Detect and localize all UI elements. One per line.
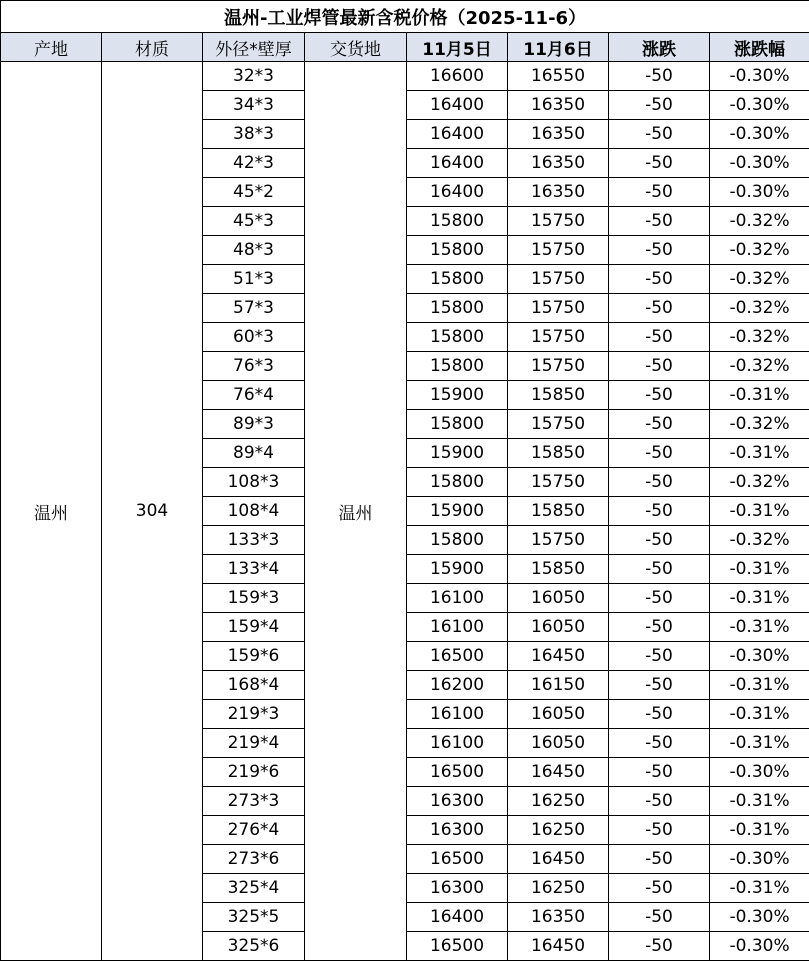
cell-price-date-2: 16050 bbox=[508, 729, 609, 758]
cell-spec: 108*4 bbox=[203, 497, 305, 526]
cell-price-date-1: 16400 bbox=[407, 178, 508, 207]
cell-price-date-1: 15900 bbox=[407, 381, 508, 410]
cell-spec: 133*4 bbox=[203, 555, 305, 584]
cell-change-pct: -0.30% bbox=[710, 932, 809, 961]
cell-spec: 273*3 bbox=[203, 787, 305, 816]
cell-change: -50 bbox=[609, 729, 710, 758]
cell-price-date-2: 16250 bbox=[508, 816, 609, 845]
cell-price-date-2: 16450 bbox=[508, 758, 609, 787]
cell-price-date-2: 16450 bbox=[508, 642, 609, 671]
cell-price-date-1: 16100 bbox=[407, 613, 508, 642]
cell-spec: 325*4 bbox=[203, 874, 305, 903]
cell-change-pct: -0.31% bbox=[710, 700, 809, 729]
header-spec: 外径*壁厚 bbox=[203, 33, 305, 62]
cell-spec: 159*3 bbox=[203, 584, 305, 613]
cell-price-date-1: 15800 bbox=[407, 265, 508, 294]
cell-price-date-1: 15800 bbox=[407, 352, 508, 381]
cell-price-date-2: 16350 bbox=[508, 120, 609, 149]
cell-price-date-2: 15850 bbox=[508, 555, 609, 584]
cell-spec: 60*3 bbox=[203, 323, 305, 352]
cell-spec: 108*3 bbox=[203, 468, 305, 497]
cell-change-pct: -0.32% bbox=[710, 526, 809, 555]
cell-price-date-1: 16400 bbox=[407, 149, 508, 178]
cell-spec: 76*3 bbox=[203, 352, 305, 381]
cell-change: -50 bbox=[609, 91, 710, 120]
cell-change: -50 bbox=[609, 439, 710, 468]
cell-price-date-1: 16300 bbox=[407, 816, 508, 845]
cell-price-date-1: 16200 bbox=[407, 671, 508, 700]
cell-price-date-2: 15750 bbox=[508, 526, 609, 555]
cell-change-pct: -0.30% bbox=[710, 758, 809, 787]
cell-price-date-2: 16050 bbox=[508, 700, 609, 729]
cell-change: -50 bbox=[609, 700, 710, 729]
cell-change: -50 bbox=[609, 62, 710, 91]
cell-change: -50 bbox=[609, 149, 710, 178]
cell-change-pct: -0.31% bbox=[710, 729, 809, 758]
cell-change-pct: -0.30% bbox=[710, 91, 809, 120]
cell-change: -50 bbox=[609, 352, 710, 381]
cell-change-pct: -0.32% bbox=[710, 207, 809, 236]
cell-change: -50 bbox=[609, 758, 710, 787]
cell-spec: 276*4 bbox=[203, 816, 305, 845]
cell-price-date-2: 15850 bbox=[508, 497, 609, 526]
cell-change-pct: -0.30% bbox=[710, 120, 809, 149]
cell-change: -50 bbox=[609, 207, 710, 236]
cell-change: -50 bbox=[609, 903, 710, 932]
cell-price-date-2: 16150 bbox=[508, 671, 609, 700]
cell-price-date-2: 16350 bbox=[508, 178, 609, 207]
cell-price-date-2: 16050 bbox=[508, 613, 609, 642]
cell-spec: 159*6 bbox=[203, 642, 305, 671]
cell-change: -50 bbox=[609, 178, 710, 207]
cell-price-date-2: 15750 bbox=[508, 323, 609, 352]
cell-spec: 34*3 bbox=[203, 91, 305, 120]
cell-change: -50 bbox=[609, 236, 710, 265]
cell-change: -50 bbox=[609, 381, 710, 410]
cell-change-pct: -0.31% bbox=[710, 816, 809, 845]
cell-price-date-2: 15850 bbox=[508, 381, 609, 410]
cell-price-date-2: 16050 bbox=[508, 584, 609, 613]
cell-spec: 273*6 bbox=[203, 845, 305, 874]
cell-change-pct: -0.31% bbox=[710, 555, 809, 584]
cell-change: -50 bbox=[609, 120, 710, 149]
header-delivery: 交货地 bbox=[305, 33, 407, 62]
cell-delivery: 温州 bbox=[305, 62, 407, 961]
cell-change-pct: -0.30% bbox=[710, 62, 809, 91]
cell-change-pct: -0.31% bbox=[710, 613, 809, 642]
cell-change: -50 bbox=[609, 671, 710, 700]
cell-change: -50 bbox=[609, 265, 710, 294]
cell-price-date-2: 15750 bbox=[508, 294, 609, 323]
cell-change-pct: -0.32% bbox=[710, 323, 809, 352]
cell-price-date-1: 16400 bbox=[407, 120, 508, 149]
cell-spec: 219*4 bbox=[203, 729, 305, 758]
cell-price-date-2: 15750 bbox=[508, 265, 609, 294]
cell-price-date-1: 16600 bbox=[407, 62, 508, 91]
cell-spec: 76*4 bbox=[203, 381, 305, 410]
cell-price-date-2: 16350 bbox=[508, 903, 609, 932]
cell-change: -50 bbox=[609, 526, 710, 555]
cell-spec: 48*3 bbox=[203, 236, 305, 265]
cell-change: -50 bbox=[609, 874, 710, 903]
cell-price-date-1: 15800 bbox=[407, 323, 508, 352]
cell-change: -50 bbox=[609, 410, 710, 439]
cell-spec: 219*3 bbox=[203, 700, 305, 729]
cell-price-date-1: 16100 bbox=[407, 584, 508, 613]
cell-spec: 325*6 bbox=[203, 932, 305, 961]
header-change-pct: 涨跌幅 bbox=[710, 33, 809, 62]
header-row bbox=[1, 33, 809, 62]
cell-change-pct: -0.32% bbox=[710, 352, 809, 381]
title-row bbox=[1, 1, 809, 33]
cell-change: -50 bbox=[609, 555, 710, 584]
cell-change: -50 bbox=[609, 845, 710, 874]
table-body bbox=[1, 62, 809, 961]
cell-price-date-1: 16500 bbox=[407, 642, 508, 671]
cell-change: -50 bbox=[609, 932, 710, 961]
cell-spec: 45*3 bbox=[203, 207, 305, 236]
cell-change: -50 bbox=[609, 787, 710, 816]
cell-price-date-2: 16250 bbox=[508, 874, 609, 903]
cell-spec: 45*2 bbox=[203, 178, 305, 207]
cell-spec: 159*4 bbox=[203, 613, 305, 642]
cell-change: -50 bbox=[609, 323, 710, 352]
cell-price-date-2: 15750 bbox=[508, 207, 609, 236]
cell-change: -50 bbox=[609, 613, 710, 642]
cell-change-pct: -0.31% bbox=[710, 787, 809, 816]
cell-price-date-2: 16350 bbox=[508, 149, 609, 178]
cell-price-date-2: 16450 bbox=[508, 845, 609, 874]
cell-change: -50 bbox=[609, 294, 710, 323]
cell-change-pct: -0.32% bbox=[710, 236, 809, 265]
cell-change-pct: -0.31% bbox=[710, 671, 809, 700]
header-material: 材质 bbox=[102, 33, 203, 62]
cell-change-pct: -0.31% bbox=[710, 874, 809, 903]
cell-spec: 57*3 bbox=[203, 294, 305, 323]
cell-change-pct: -0.31% bbox=[710, 381, 809, 410]
cell-price-date-2: 15750 bbox=[508, 236, 609, 265]
header-origin: 产地 bbox=[1, 33, 102, 62]
cell-price-date-2: 15850 bbox=[508, 439, 609, 468]
cell-spec: 32*3 bbox=[203, 62, 305, 91]
cell-price-date-1: 15800 bbox=[407, 410, 508, 439]
cell-material: 304 bbox=[102, 62, 203, 961]
header-date-1: 11月5日 bbox=[407, 33, 508, 62]
cell-change-pct: -0.30% bbox=[710, 149, 809, 178]
cell-change-pct: -0.30% bbox=[710, 845, 809, 874]
cell-price-date-1: 16500 bbox=[407, 932, 508, 961]
cell-spec: 325*5 bbox=[203, 903, 305, 932]
cell-spec: 168*4 bbox=[203, 671, 305, 700]
cell-price-date-1: 16100 bbox=[407, 700, 508, 729]
cell-price-date-1: 15900 bbox=[407, 555, 508, 584]
cell-spec: 38*3 bbox=[203, 120, 305, 149]
cell-change-pct: -0.32% bbox=[710, 410, 809, 439]
cell-spec: 219*6 bbox=[203, 758, 305, 787]
cell-price-date-1: 15800 bbox=[407, 294, 508, 323]
table-row bbox=[1, 62, 809, 91]
header-date-2: 11月6日 bbox=[508, 33, 609, 62]
cell-price-date-1: 15800 bbox=[407, 468, 508, 497]
cell-price-date-1: 15800 bbox=[407, 526, 508, 555]
cell-origin: 温州 bbox=[1, 62, 102, 961]
cell-price-date-2: 15750 bbox=[508, 468, 609, 497]
cell-price-date-2: 15750 bbox=[508, 352, 609, 381]
cell-spec: 51*3 bbox=[203, 265, 305, 294]
cell-price-date-1: 16400 bbox=[407, 91, 508, 120]
cell-spec: 133*3 bbox=[203, 526, 305, 555]
cell-change-pct: -0.31% bbox=[710, 584, 809, 613]
cell-spec: 89*4 bbox=[203, 439, 305, 468]
cell-spec: 89*3 bbox=[203, 410, 305, 439]
cell-change: -50 bbox=[609, 497, 710, 526]
cell-change-pct: -0.32% bbox=[710, 468, 809, 497]
cell-change-pct: -0.31% bbox=[710, 497, 809, 526]
cell-price-date-2: 16550 bbox=[508, 62, 609, 91]
cell-change: -50 bbox=[609, 468, 710, 497]
cell-change: -50 bbox=[609, 584, 710, 613]
cell-price-date-2: 16450 bbox=[508, 932, 609, 961]
cell-price-date-1: 16100 bbox=[407, 729, 508, 758]
cell-price-date-1: 16300 bbox=[407, 874, 508, 903]
cell-change: -50 bbox=[609, 816, 710, 845]
cell-change-pct: -0.30% bbox=[710, 903, 809, 932]
header-change: 涨跌 bbox=[609, 33, 710, 62]
cell-spec: 42*3 bbox=[203, 149, 305, 178]
cell-price-date-2: 16350 bbox=[508, 91, 609, 120]
cell-price-date-1: 15900 bbox=[407, 497, 508, 526]
cell-change-pct: -0.30% bbox=[710, 178, 809, 207]
cell-price-date-1: 16500 bbox=[407, 758, 508, 787]
cell-change-pct: -0.30% bbox=[710, 642, 809, 671]
cell-price-date-1: 16300 bbox=[407, 787, 508, 816]
cell-change: -50 bbox=[609, 642, 710, 671]
cell-price-date-1: 15900 bbox=[407, 439, 508, 468]
cell-change-pct: -0.31% bbox=[710, 439, 809, 468]
cell-price-date-1: 16400 bbox=[407, 903, 508, 932]
cell-price-date-2: 15750 bbox=[508, 410, 609, 439]
cell-change-pct: -0.32% bbox=[710, 265, 809, 294]
table-title: 温州-工业焊管最新含税价格（2025-11-6） bbox=[1, 1, 809, 33]
cell-price-date-1: 15800 bbox=[407, 207, 508, 236]
cell-price-date-1: 15800 bbox=[407, 236, 508, 265]
cell-price-date-1: 16500 bbox=[407, 845, 508, 874]
cell-price-date-2: 16250 bbox=[508, 787, 609, 816]
cell-change-pct: -0.32% bbox=[710, 294, 809, 323]
